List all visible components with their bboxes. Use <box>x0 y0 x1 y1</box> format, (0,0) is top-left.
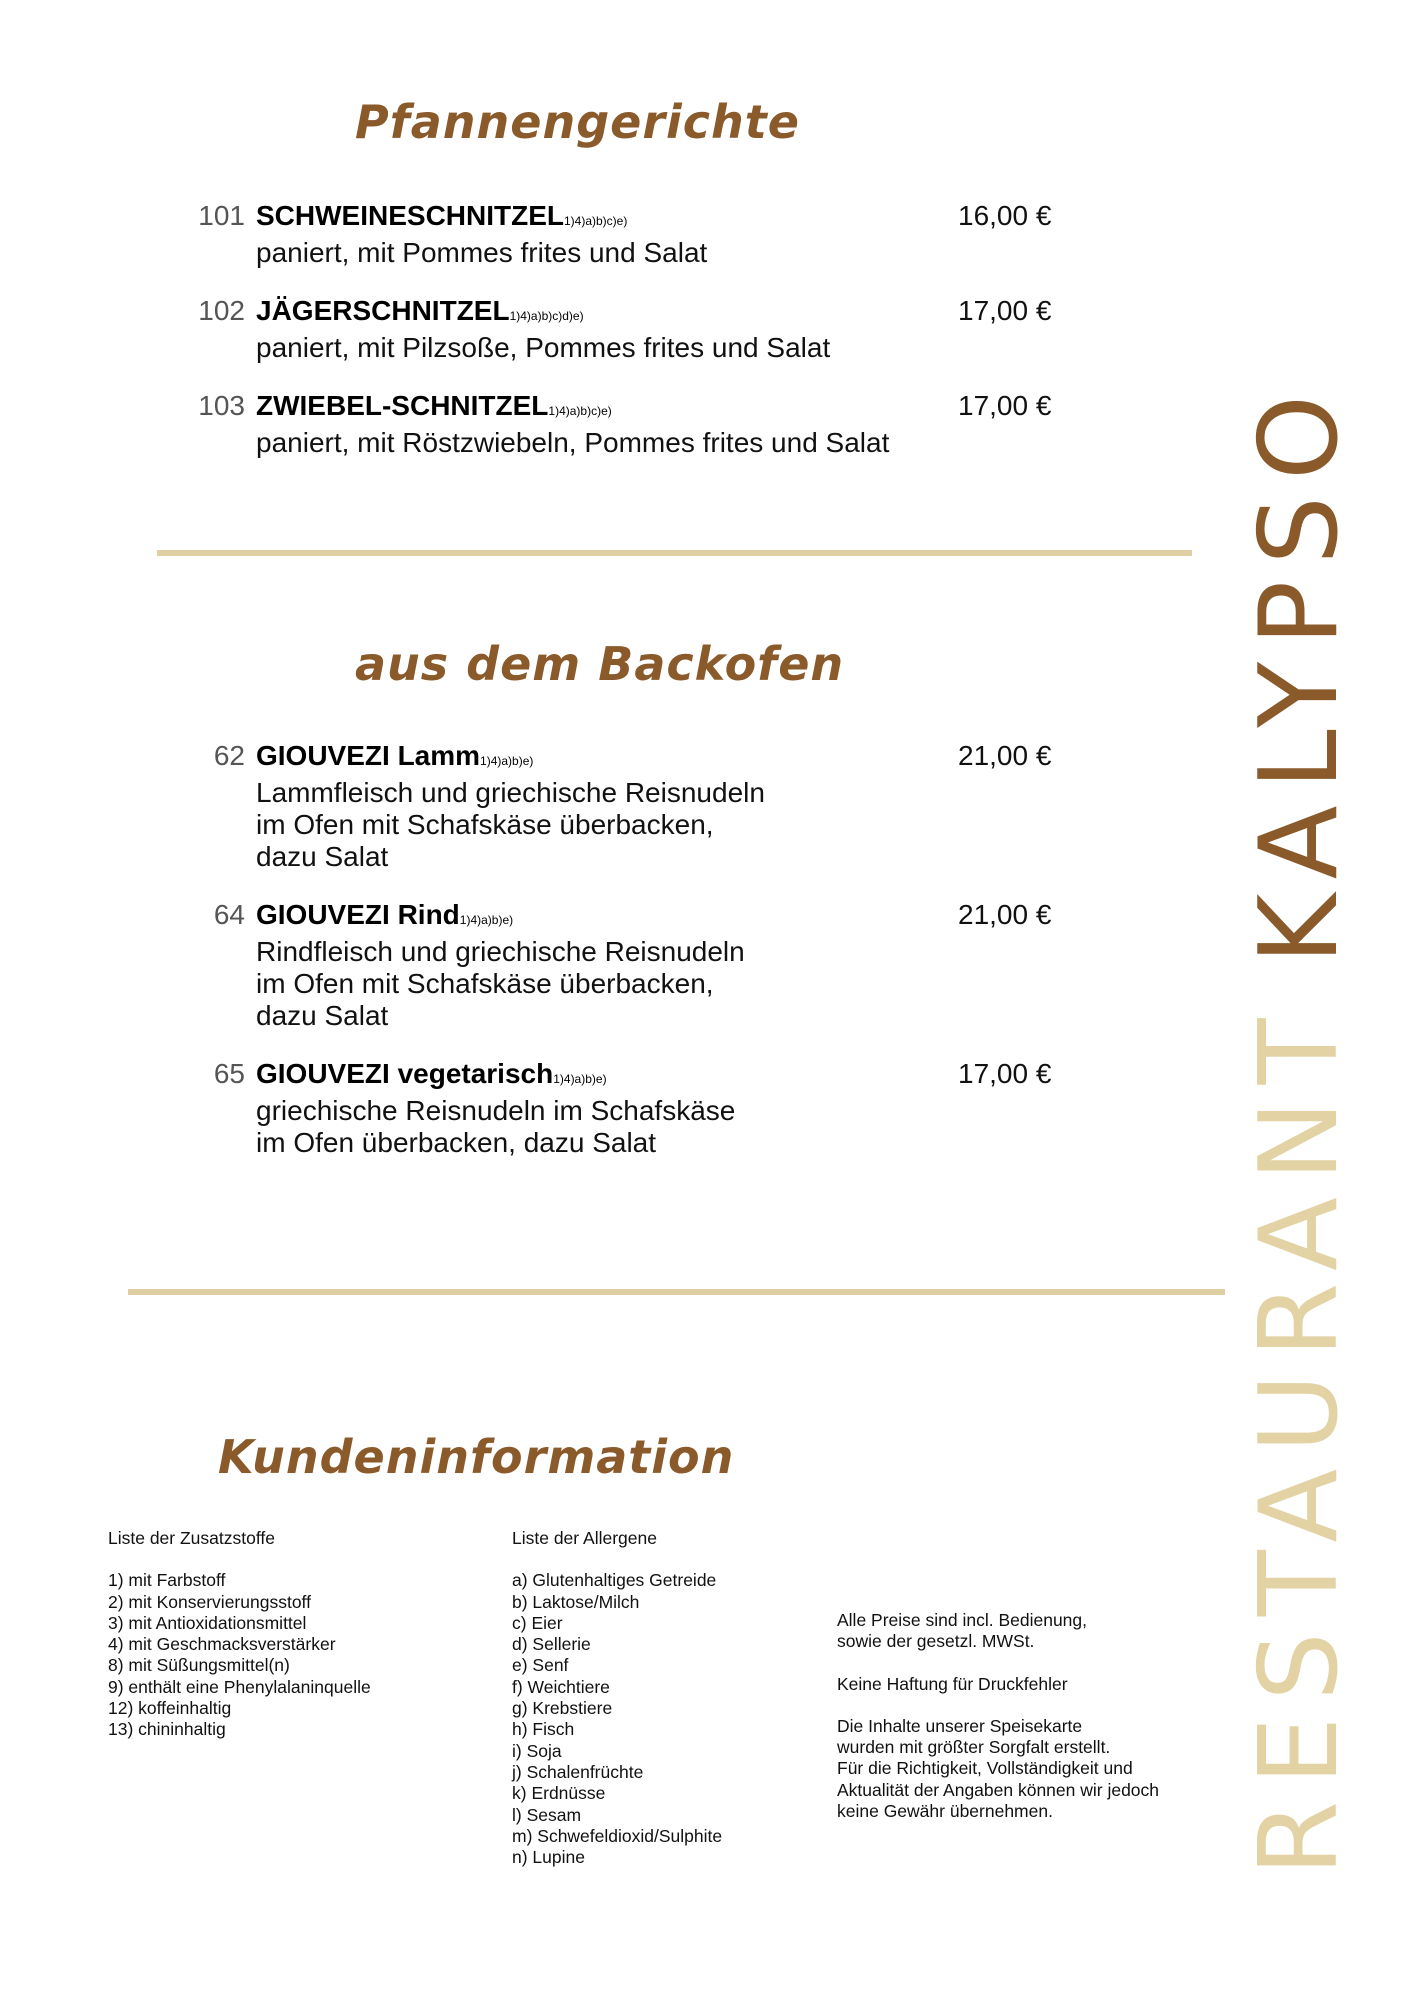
item-name: GIOUVEZI vegetarisch <box>256 1058 554 1089</box>
item-price: 17,00 € <box>958 1058 1052 1089</box>
customer-note: Die Inhalte unserer Speisekarte wurden mit größter Sorgfalt erstellt. Für die Richtigkeit, Vollständigkeit und Aktualität der Angaben können wir jedoch keine Gewähr übernehmen. <box>837 1715 1160 1822</box>
item-number: 101 <box>198 200 245 231</box>
allergen-item: f) Weichtiere <box>512 1676 610 1697</box>
additive-item: 4) mit Geschmacksverstärker <box>108 1634 336 1655</box>
additives-list <box>108 1528 371 1741</box>
item-number: 65 <box>213 1058 245 1089</box>
item-number: 103 <box>198 390 245 421</box>
item-description: paniert, mit Röstzwiebeln, Pommes frites und Salat <box>256 427 890 458</box>
restaurant-brand-vertical <box>1237 379 1362 1876</box>
section-title-kundeninformation: Kundeninformation <box>218 1430 735 1484</box>
item-price: 17,00 € <box>958 295 1052 326</box>
allergen-item: k) Erdnüsse <box>512 1783 606 1804</box>
customer-note: Keine Haftung für Druckfehler <box>837 1673 1068 1694</box>
allergens-heading: Liste der Allergene <box>512 1528 657 1548</box>
additive-item: 8) mit Süßungsmittel(n) <box>108 1655 290 1676</box>
allergen-item: b) Laktose/Milch <box>512 1591 640 1612</box>
item-allergens: 1)4)a)b)e) <box>459 913 514 927</box>
item-allergens: 1)4)a)b)c)e) <box>548 404 612 418</box>
allergen-item: g) Krebstiere <box>512 1698 613 1719</box>
allergen-item: d) Sellerie <box>512 1634 591 1655</box>
additive-item: 12) koffeinhaltig <box>108 1698 232 1719</box>
additive-item: 1) mit Farbstoff <box>108 1570 226 1591</box>
additives-heading: Liste der Zusatzstoffe <box>108 1528 275 1548</box>
item-body <box>256 740 946 873</box>
item-name: SCHWEINESCHNITZEL <box>256 200 564 231</box>
item-name: JÄGERSCHNITZEL <box>256 295 510 326</box>
item-number: 62 <box>213 740 245 771</box>
allergen-item: l) Sesam <box>512 1804 582 1825</box>
item-name-line <box>256 1058 946 1095</box>
section-divider <box>157 550 1192 556</box>
item-body <box>256 899 946 1032</box>
item-name: GIOUVEZI Lamm <box>256 740 481 771</box>
brand-word-kalypso: KALYPSO <box>1237 379 1362 965</box>
item-body <box>256 200 946 269</box>
allergen-item: m) Schwefeldioxid/Sulphite <box>512 1825 723 1846</box>
item-allergens: 1)4)a)b)c)e) <box>564 214 628 228</box>
item-price: 21,00 € <box>958 899 1052 930</box>
allergen-item: a) Glutenhaltiges Getreide <box>512 1570 717 1591</box>
item-price: 16,00 € <box>958 200 1052 231</box>
item-number: 64 <box>213 899 245 930</box>
item-description: paniert, mit Pommes frites und Salat <box>256 237 708 268</box>
item-number: 102 <box>198 295 245 326</box>
allergen-item: c) Eier <box>512 1612 563 1633</box>
section-divider <box>128 1289 1225 1295</box>
item-name-line <box>256 740 946 777</box>
item-body <box>256 390 946 459</box>
item-allergens: 1)4)a)b)e) <box>553 1072 607 1086</box>
allergen-item: j) Schalenfrüchte <box>512 1761 644 1782</box>
item-body <box>256 295 946 364</box>
item-name-line <box>256 200 946 237</box>
item-name-line <box>256 390 946 427</box>
item-name-line <box>256 295 946 332</box>
allergen-item: n) Lupine <box>512 1847 585 1868</box>
customer-notes <box>837 1610 1159 1843</box>
item-allergens: 1)4)a)b)e) <box>480 754 534 768</box>
item-description: Lammfleisch und griechische Reisnudeln im Ofen mit Schafskäse überbacken, dazu Salat <box>256 777 765 872</box>
brand-word-restaurant: RESTAURANT <box>1237 1002 1362 1876</box>
additive-item: 9) enthält eine Phenylalaninquelle <box>108 1676 371 1697</box>
item-name-line <box>256 899 946 936</box>
section-title-pfannengerichte: Pfannengerichte <box>355 95 800 149</box>
customer-note: Alle Preise sind incl. Bedienung, sowie der gesetzl. MWSt. <box>837 1610 1088 1652</box>
allergen-item: h) Fisch <box>512 1719 575 1740</box>
item-name: ZWIEBEL-SCHNITZEL <box>256 390 549 421</box>
allergens-list <box>512 1528 722 1868</box>
allergen-item: e) Senf <box>512 1655 569 1676</box>
item-price: 17,00 € <box>958 390 1052 421</box>
allergen-item: i) Soja <box>512 1740 562 1761</box>
item-allergens: 1)4)a)b)c)d)e) <box>509 309 584 323</box>
item-description: Rindfleisch und griechische Reisnudeln im Ofen mit Schafskäse überbacken, dazu Salat <box>256 936 745 1031</box>
section-title-backofen: aus dem Backofen <box>355 637 845 691</box>
additive-item: 3) mit Antioxidationsmittel <box>108 1612 307 1633</box>
item-description: griechische Reisnudeln im Schafskäse im Ofen überbacken, dazu Salat <box>256 1095 736 1158</box>
additive-item: 2) mit Konservierungsstoff <box>108 1591 311 1612</box>
additive-item: 13) chininhaltig <box>108 1719 226 1740</box>
item-description: paniert, mit Pilzsoße, Pommes frites und Salat <box>256 332 831 363</box>
item-body <box>256 1058 946 1159</box>
item-price: 21,00 € <box>958 740 1052 771</box>
item-name: GIOUVEZI Rind <box>256 899 460 930</box>
